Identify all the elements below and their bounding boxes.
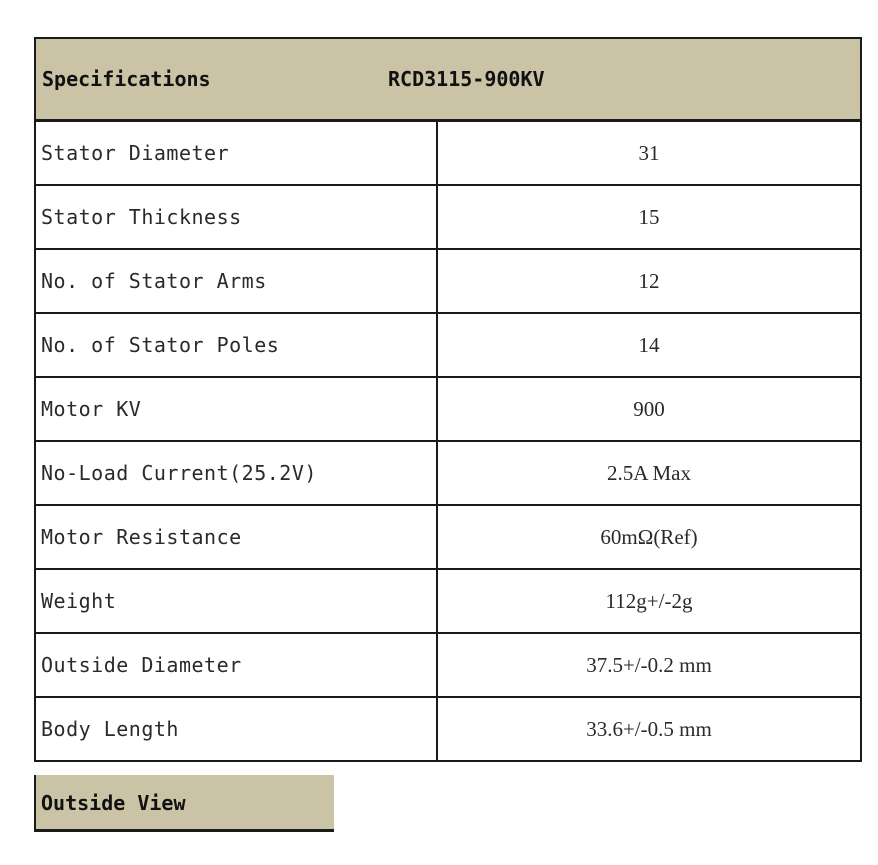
spec-label: Weight (35, 569, 437, 633)
spec-label: Body Length (35, 697, 437, 761)
spec-label: No. of Stator Arms (35, 249, 437, 313)
spec-row-stator-arms (35, 249, 861, 313)
spec-row-motor-kv (35, 377, 861, 441)
spec-value: 14 (437, 313, 861, 377)
spec-label: No-Load Current(25.2V) (35, 441, 437, 505)
spec-value: 112g+/-2g (437, 569, 861, 633)
spec-header-row (35, 38, 861, 121)
spec-label: No. of Stator Poles (35, 313, 437, 377)
spec-row-stator-thickness (35, 185, 861, 249)
spec-value: 12 (437, 249, 861, 313)
spec-label: Motor Resistance (35, 505, 437, 569)
spec-model-name: RCD3115-900KV (388, 67, 545, 91)
spec-row-body-length (35, 697, 861, 761)
spec-value: 37.5+/-0.2 mm (437, 633, 861, 697)
spec-label: Outside Diameter (35, 633, 437, 697)
spec-label: Stator Thickness (35, 185, 437, 249)
spec-row-motor-resistance (35, 505, 861, 569)
spec-label: Stator Diameter (35, 121, 437, 186)
spec-value: 31 (437, 121, 861, 186)
spec-row-outside-diameter (35, 633, 861, 697)
spec-table (34, 37, 862, 762)
spec-row-no-load-current (35, 441, 861, 505)
spec-value: 33.6+/-0.5 mm (437, 697, 861, 761)
spec-value: 900 (437, 377, 861, 441)
spec-header-cell (35, 38, 861, 121)
spec-label: Motor KV (35, 377, 437, 441)
spec-row-stator-diameter (35, 121, 861, 186)
outside-view-heading: Outside View (34, 775, 334, 832)
spec-value: 2.5A Max (437, 441, 861, 505)
spec-value: 60mΩ(Ref) (437, 505, 861, 569)
spec-row-weight (35, 569, 861, 633)
spec-row-stator-poles (35, 313, 861, 377)
spec-value: 15 (437, 185, 861, 249)
spec-header-label: Specifications (42, 67, 211, 91)
